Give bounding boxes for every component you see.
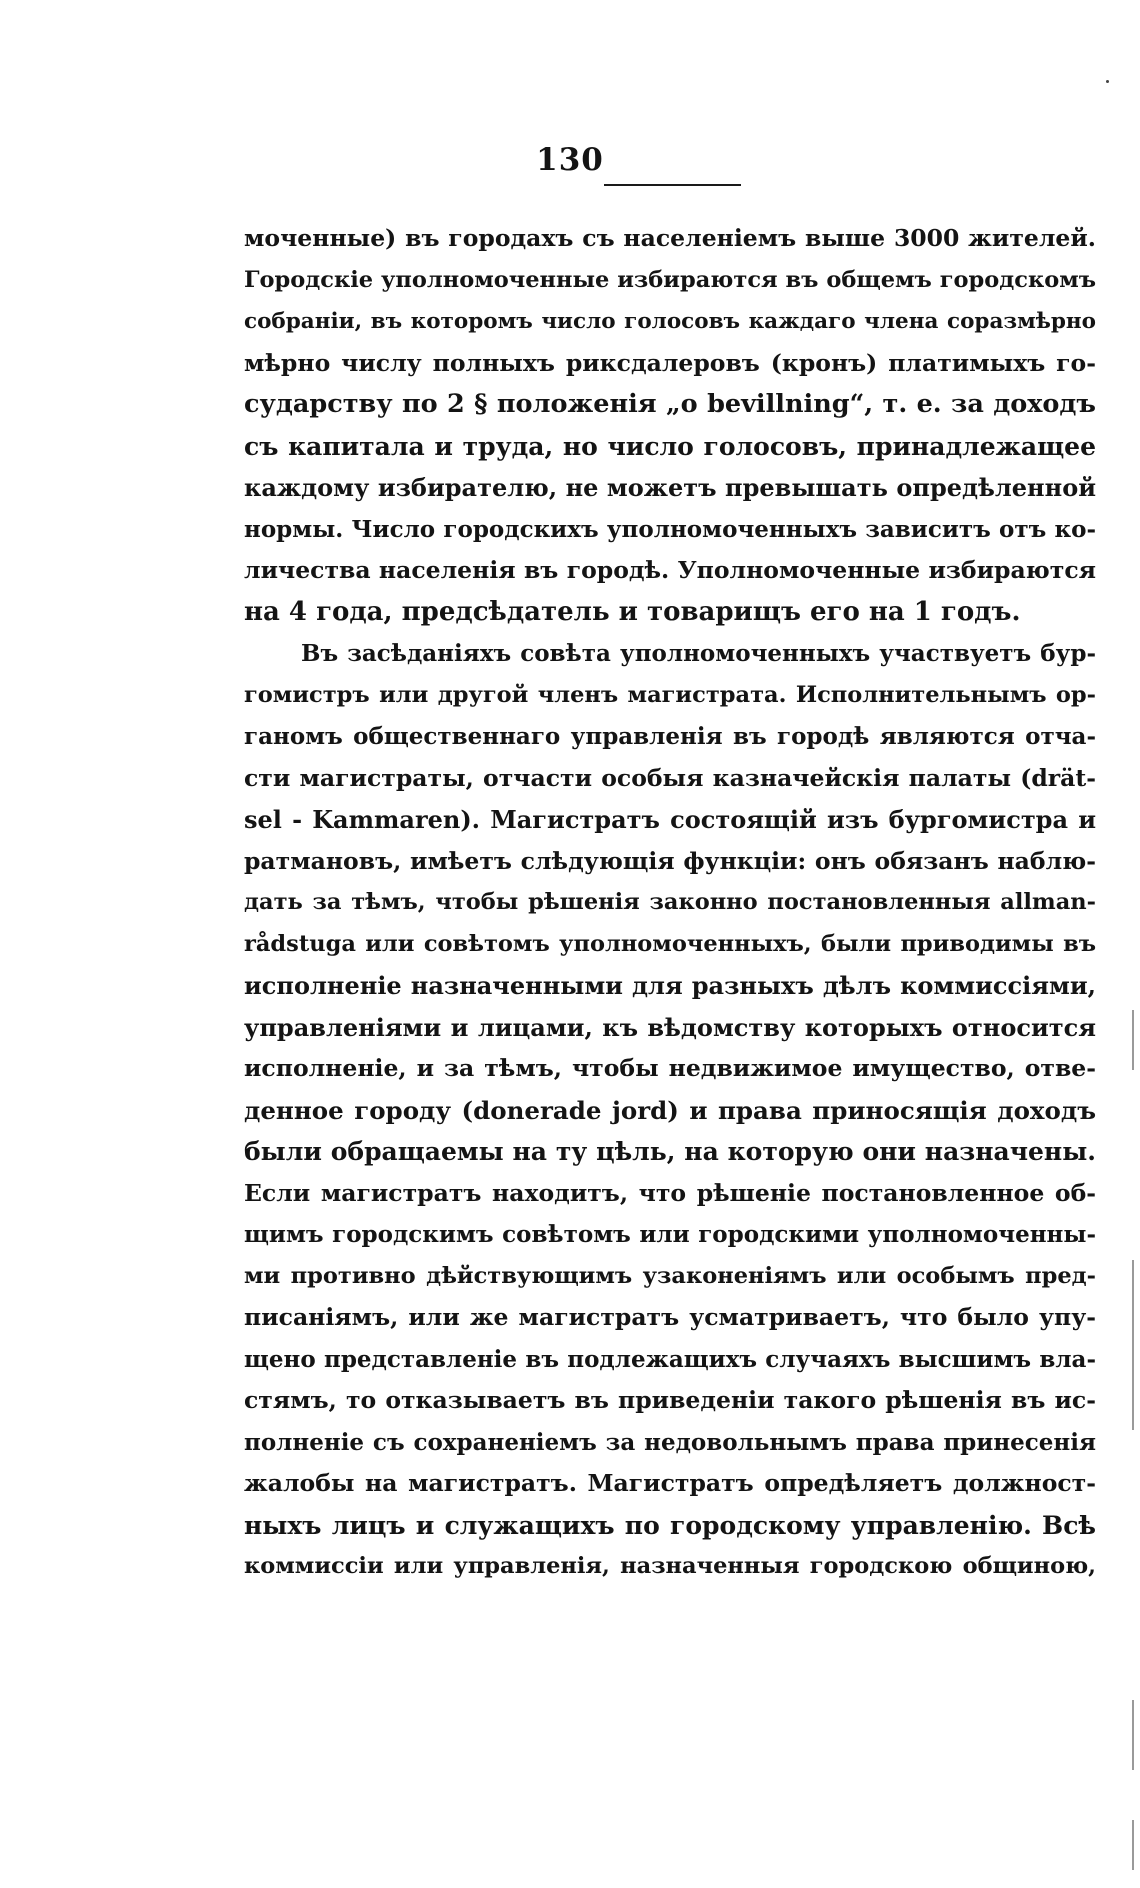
text-line: ратмановъ, имѣетъ слѣдующія функціи: онъ обязанъ наблю- (244, 846, 1096, 875)
text-line: rådstuga или совѣтомъ уполномоченныхъ, были приводимы въ (244, 930, 1096, 957)
text-line: исполненіе, и за тѣмъ, чтобы недвижимое имущество, отве- (244, 1054, 1096, 1082)
scan-edge-mark (1132, 1010, 1134, 1070)
page-number-rule (604, 184, 741, 186)
scan-edge-mark (1132, 1260, 1134, 1430)
text-line: собраніи, въ которомъ число голосовъ каждаго члена соразмѣрно (244, 309, 1096, 334)
text-line: на 4 года, предсѣдатель и товарищъ его на 1 годъ. (244, 596, 1021, 627)
text-line: стямъ, то отказываетъ въ приведеніи такого рѣшенія въ ис- (244, 1386, 1096, 1414)
body-text (244, 218, 1096, 1588)
text-line: сударству по 2 § положенія „о bevillning“, т. е. за доходъ (244, 389, 1096, 419)
text-line: исполненіе назначенными для разныхъ дѣлъ коммиссіями, (244, 971, 1096, 1000)
text-line: нормы. Число городскихъ уполномоченныхъ зависитъ отъ ко- (244, 515, 1096, 543)
text-line: щено представленіе въ подлежащихъ случаяхъ высшимъ вла- (244, 1345, 1096, 1373)
text-line: денное городу (donerade jord) и права приносящія доходъ (244, 1095, 1096, 1125)
text-line: писаніямъ, или же магистратъ усматриваетъ, что было упу- (244, 1303, 1096, 1331)
text-line: Городскіе уполномоченные избираются въ общемъ городскомъ (244, 266, 1096, 293)
text-line: мѣрно числу полныхъ риксдалеровъ (кронъ) платимыхъ го- (244, 348, 1096, 377)
text-line: съ капитала и труда, но число голосовъ, принадлежащее (244, 431, 1096, 461)
text-line: щимъ городскимъ совѣтомъ или городскими уполномоченны- (244, 1221, 1096, 1248)
scan-dot (1106, 80, 1109, 83)
text-line: гомистръ или другой членъ магистрата. Исполнительнымъ ор- (244, 681, 1096, 708)
text-line: сти магистраты, отчасти особыя казначейскія палаты (drät- (244, 763, 1096, 792)
text-line: управленіями и лицами, къ вѣдомству которыхъ относится (244, 1012, 1096, 1042)
text-line: были обращаемы на ту цѣль, на которую они назначены. (244, 1137, 1096, 1166)
page-number: 130 (536, 142, 604, 178)
paragraph-2 (244, 633, 1096, 1588)
text-line: дать за тѣмъ, чтобы рѣшенія законно постановленныя allman- (244, 889, 1096, 915)
scan-edge-mark (1132, 1820, 1134, 1870)
text-line: sel - Kammaren). Магистратъ состоящій изъ бургомистра и (244, 805, 1096, 834)
text-line: моченные) въ городахъ съ населеніемъ выше 3000 жителей. (244, 224, 1096, 252)
text-line: ганомъ общественнаго управленія въ городѣ являются отча- (244, 723, 1096, 750)
text-line: ми противно дѣйствующимъ узаконеніямъ или особымъ пред- (244, 1262, 1096, 1289)
text-line: коммиссіи или управленія, назначенныя городскою общиною, (244, 1553, 1096, 1579)
scan-edge-mark (1132, 1700, 1134, 1770)
text-line: полненіе съ сохраненіемъ за недовольнымъ права принесенія (244, 1428, 1096, 1456)
text-line: личества населенія въ городѣ. Уполномоченные избираются (244, 556, 1096, 584)
text-line: каждому избирателю, не можетъ превышать опредѣленной (244, 473, 1096, 502)
text-line: ныхъ лицъ и служащихъ по городскому управленію. Всѣ (244, 1510, 1096, 1540)
paragraph-1 (244, 218, 1096, 633)
text-line: Въ засѣданіяхъ совѣта уполномоченныхъ участвуетъ бур- (301, 640, 1096, 667)
text-line: жалобы на магистратъ. Магистратъ опредѣляетъ должност- (244, 1469, 1096, 1497)
text-line: Если магистратъ находитъ, что рѣшеніе постановленное об- (244, 1178, 1096, 1207)
